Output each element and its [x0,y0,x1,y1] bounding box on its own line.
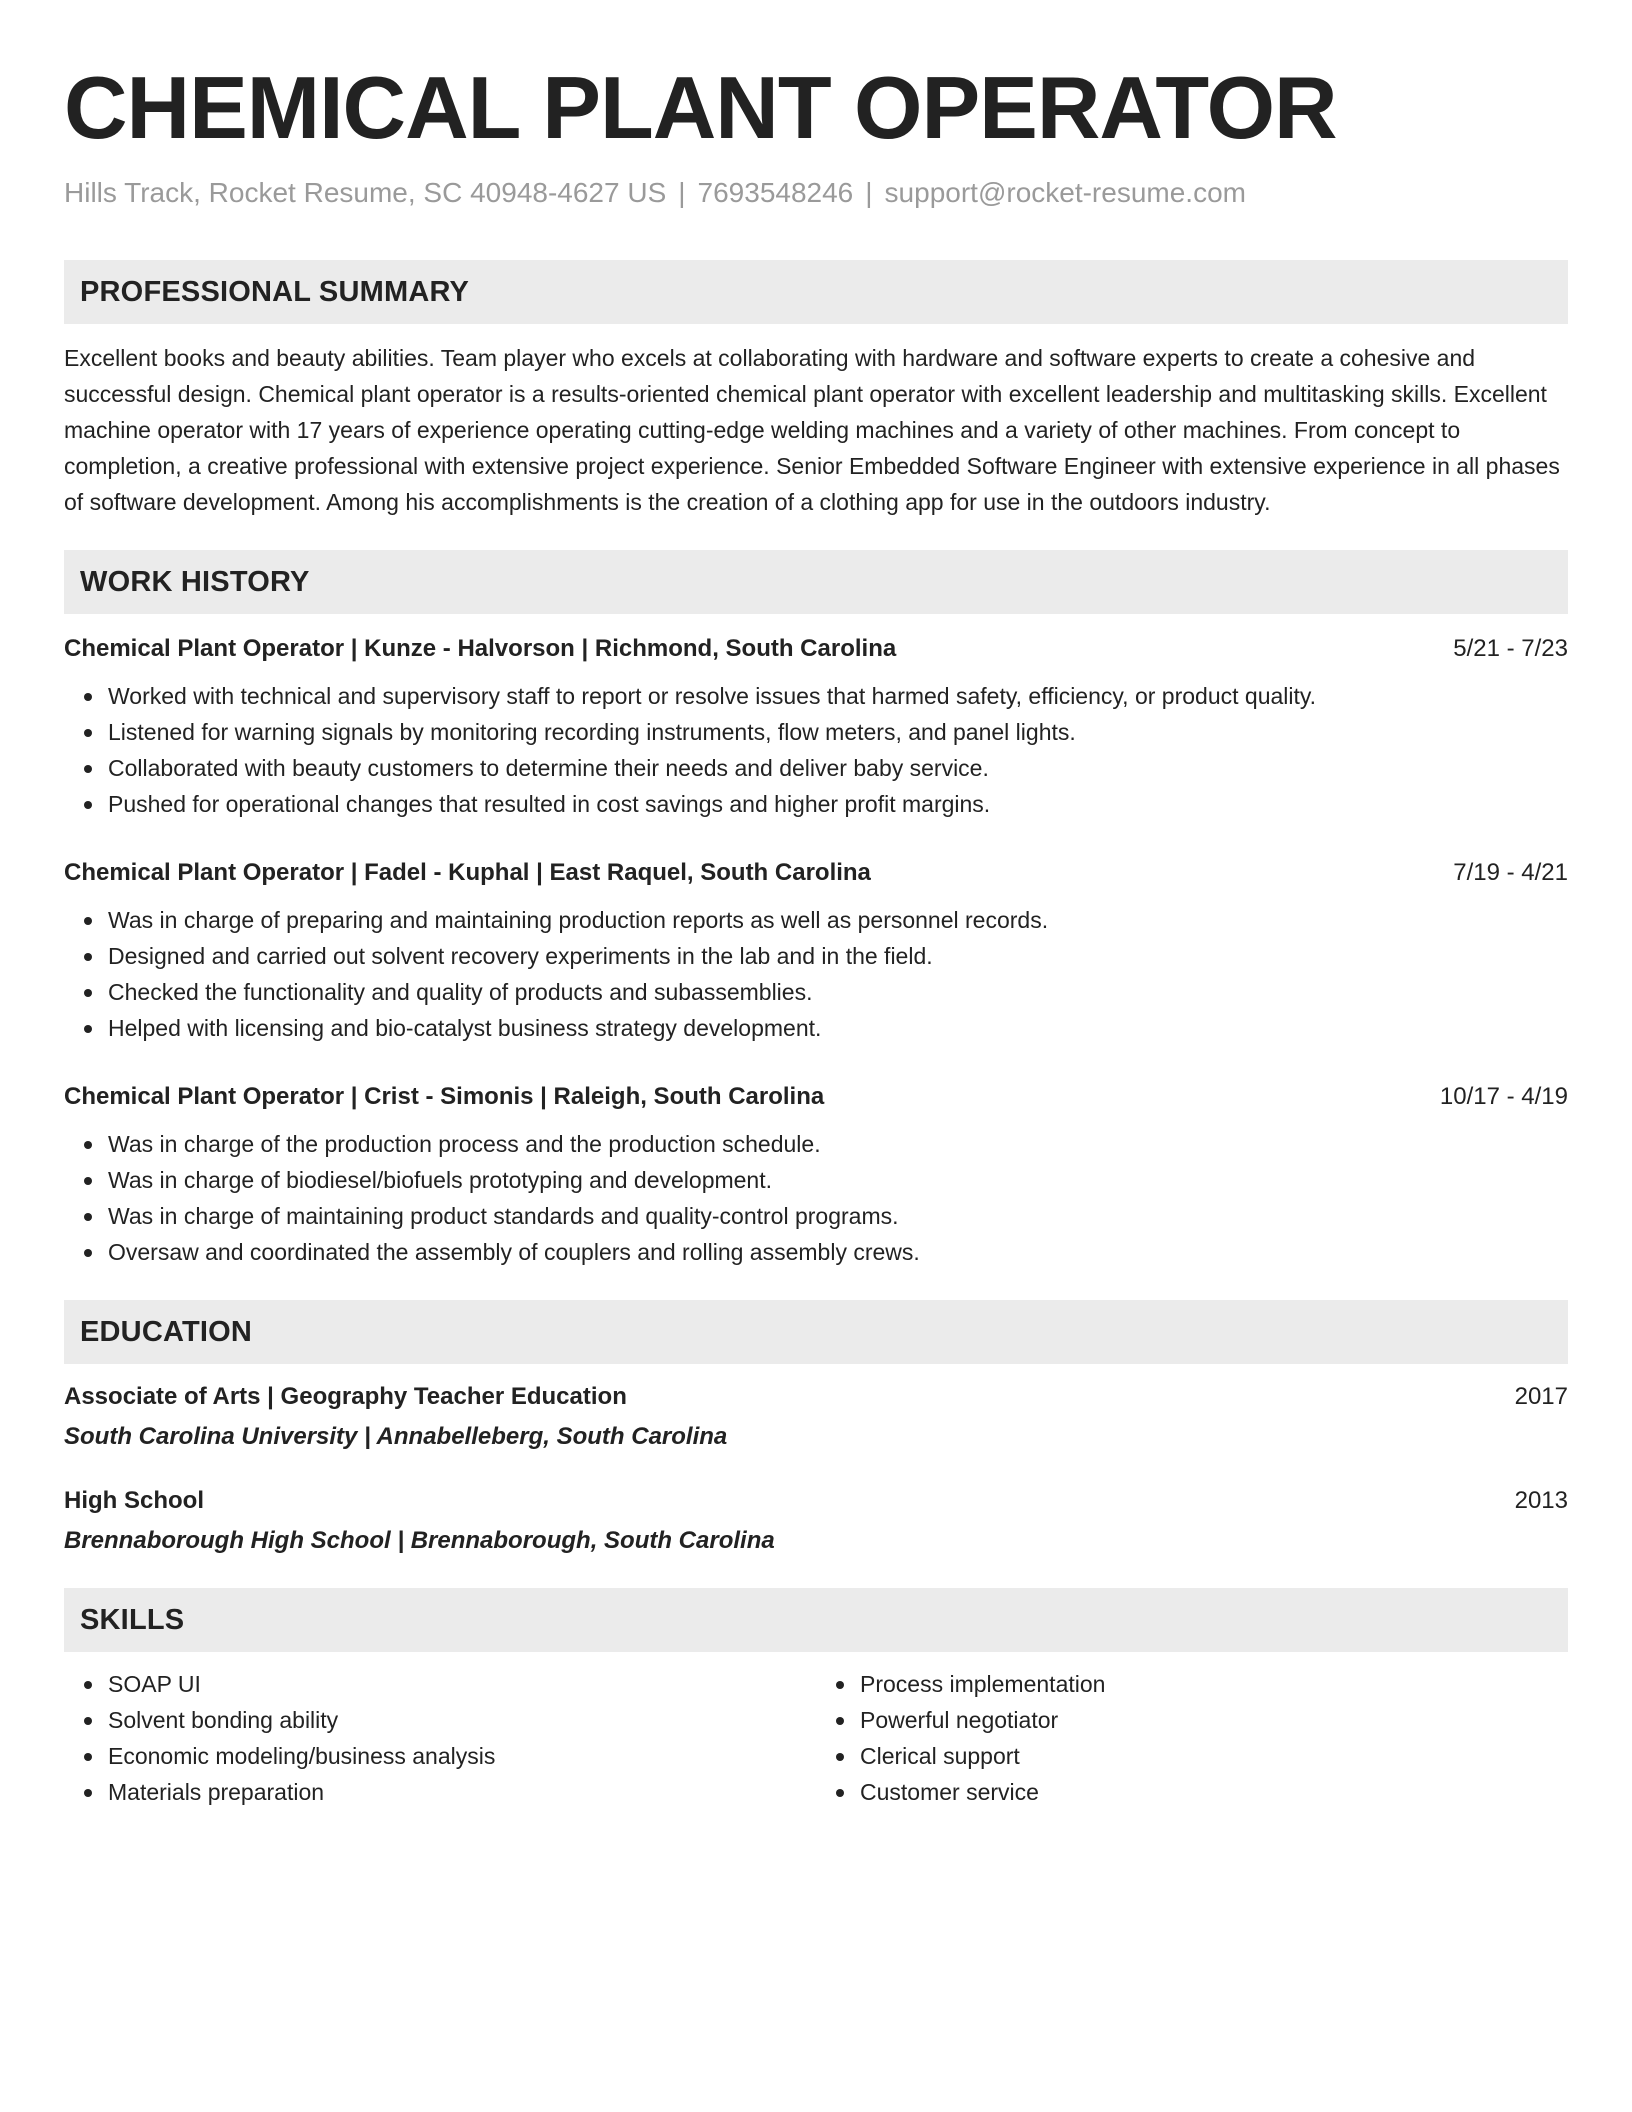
skill-item: Materials preparation [108,1774,816,1810]
contact-separator: | [678,177,686,208]
education-year: 2013 [1514,1487,1568,1514]
education-entry [64,1380,1568,1454]
job-header [64,856,1568,890]
skills-list [64,1666,816,1810]
job-bullet: Checked the functionality and quality of products and subassemblies. [108,974,1568,1010]
section-header-work-history: WORK HISTORY [64,550,1568,614]
job-dates: 5/21 - 7/23 [1453,635,1568,662]
job-bullet: Helped with licensing and bio-catalyst business strategy development. [108,1010,1568,1046]
education-header [64,1484,1568,1518]
job-header [64,632,1568,666]
job-bullet: Was in charge of maintaining product standards and quality-control programs. [108,1198,1568,1234]
section-header-education: EDUCATION [64,1300,1568,1364]
skills-list [816,1666,1568,1810]
section-header-summary: PROFESSIONAL SUMMARY [64,260,1568,324]
contact-separator: | [865,177,873,208]
job-bullets [64,678,1568,822]
job-bullet: Was in charge of preparing and maintaining production reports as well as personnel records. [108,902,1568,938]
education-school: Brennaborough High School | Brennaborough, South Carolina [64,1527,775,1554]
job-bullet: Collaborated with beauty customers to determine their needs and deliver baby service. [108,750,1568,786]
education-header [64,1380,1568,1414]
job-bullet: Was in charge of biodiesel/biofuels prototyping and development. [108,1162,1568,1198]
skill-item: Process implementation [860,1666,1568,1702]
job-entry [64,632,1568,822]
skill-item: Clerical support [860,1738,1568,1774]
education-degree: High School [64,1487,204,1514]
job-entry [64,1080,1568,1270]
contact-phone: 7693548246 [697,177,854,208]
skill-item: Economic modeling/business analysis [108,1738,816,1774]
education-year: 2017 [1514,1383,1568,1410]
job-header [64,1080,1568,1114]
job-title: Chemical Plant Operator | Crist - Simonis | Raleigh, South Carolina [64,1083,825,1110]
contact-address: Hills Track, Rocket Resume, SC 40948-4627 US [64,177,667,208]
skill-item: Solvent bonding ability [108,1702,816,1738]
education-entry [64,1484,1568,1558]
job-bullet: Pushed for operational changes that resulted in cost savings and higher profit margins. [108,786,1568,822]
candidate-name: CHEMICAL PLANT OPERATOR [64,58,1337,157]
skills-column-right [816,1666,1568,1810]
job-bullet: Listened for warning signals by monitoring recording instruments, flow meters, and panel lights. [108,714,1568,750]
job-bullets [64,1126,1568,1270]
job-title: Chemical Plant Operator | Kunze - Halvorson | Richmond, South Carolina [64,635,897,662]
job-bullets [64,902,1568,1046]
education-degree: Associate of Arts | Geography Teacher Education [64,1383,627,1410]
skill-item: Powerful negotiator [860,1702,1568,1738]
section-header-skills: SKILLS [64,1588,1568,1652]
contact-email: support@rocket-resume.com [884,177,1246,208]
skill-item: Customer service [860,1774,1568,1810]
job-bullet: Was in charge of the production process and the production schedule. [108,1126,1568,1162]
education-school: South Carolina University | Annabelleberg, South Carolina [64,1423,728,1450]
skills-grid [64,1666,1568,1810]
job-dates: 7/19 - 4/21 [1453,859,1568,886]
job-bullet: Designed and carried out solvent recovery experiments in the lab and in the field. [108,938,1568,974]
job-dates: 10/17 - 4/19 [1439,1083,1568,1110]
job-title: Chemical Plant Operator | Fadel - Kuphal | East Raquel, South Carolina [64,859,871,886]
job-entry [64,856,1568,1046]
skills-column-left [64,1666,816,1810]
contact-line [64,176,1568,210]
job-bullet: Oversaw and coordinated the assembly of couplers and rolling assembly crews. [108,1234,1568,1270]
summary-text: Excellent books and beauty abilities. Team player who excels at collaborating with hardware and software experts to create a cohesive and successful design. Chemical plant operator is a results-oriented chemical plant operator with excellent leadership and multitasking skills. Excellent machine operator with 17 years of experience operating cutting-edge welding machines and a variety of other machines. From concept to completion, a creative professional with extensive project experience. Senior Embedded Software Engineer with extensive experience in all phases of software development. Among his accomplishments is the creation of a clothing app for use in the outdoors industry. [64,345,1560,515]
job-bullet: Worked with technical and supervisory staff to report or resolve issues that harmed safety, efficiency, or product quality. [108,678,1568,714]
skill-item: SOAP UI [108,1666,816,1702]
